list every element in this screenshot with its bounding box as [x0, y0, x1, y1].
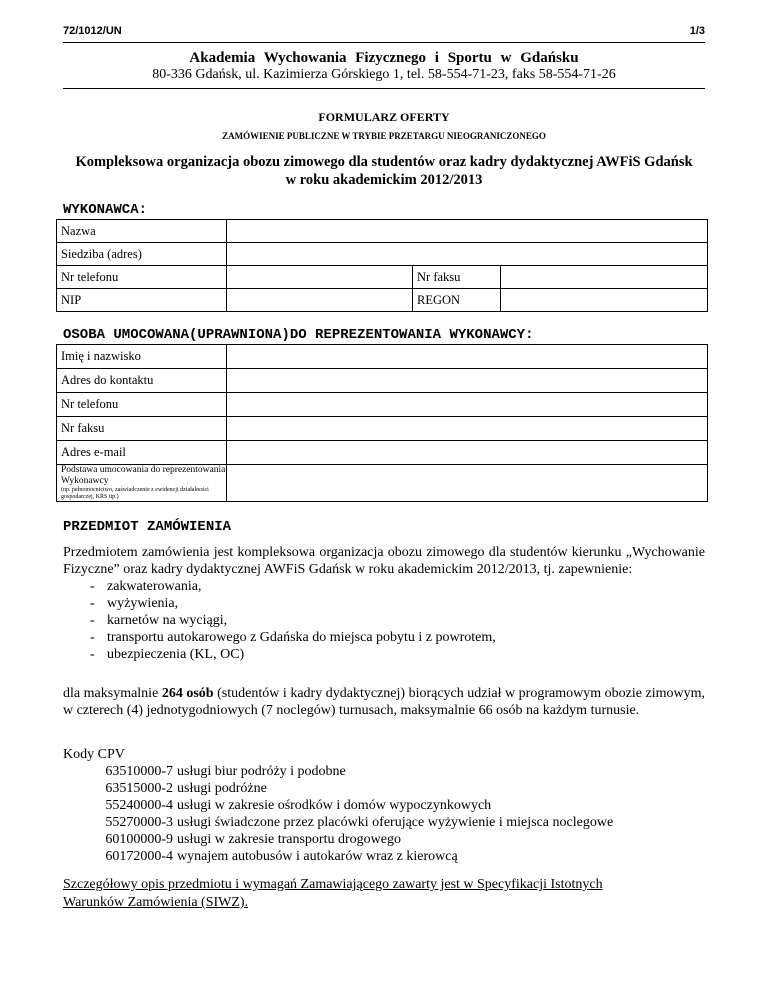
scope-list [63, 578, 705, 663]
form-title: FORMULARZ OFERTY [318, 110, 450, 124]
scope-item: - transportu autokarowego z Gdańska do miejsca pobytu i z powrotem, [63, 629, 705, 646]
rep-name-field[interactable] [227, 345, 708, 369]
cpv-section [63, 746, 705, 865]
contractor-phone-field[interactable] [227, 266, 413, 289]
scope-item: - wyżywienia, [63, 595, 705, 612]
capacity-paragraph: dla maksymalnie 264 osób (studentów i kadry dydaktycznej) biorących udział w programowym obozie zimowym, w czterech (4) jednotygodniowych (7 noclegów) turnusach, maksymalnie 66 osób na każdym turnusie. [63, 686, 705, 718]
cpv-row: 63510000-7 usługi biur podróży i podobne [105, 764, 346, 779]
cpv-row: 55240000-4 usługi w zakresie ośrodków i domów wypoczynkowych [105, 798, 492, 813]
cpv-heading: Kody CPV [63, 747, 125, 762]
contractor-name-label: Nazwa [57, 220, 227, 243]
contractor-nip-label: NIP [57, 289, 227, 312]
contractor-table [56, 219, 708, 312]
contractor-heading: WYKONAWCA: [63, 202, 148, 218]
rep-basis-note: (np. pełnomocnictwo, zaświadczenie z ewidencji działalności gospodarczej, KRS itp.) [61, 487, 209, 500]
rep-basis-label: Podstawa umocowania do reprezentowania Wykonawcy [61, 465, 226, 486]
rep-fax-label: Nr faksu [57, 417, 227, 441]
institution-address: 80-336 Gdańsk, ul. Kazimierza Górskiego 1, tel. 58-554-71-23, faks 58-554-71-26 [152, 67, 616, 82]
scope-item: - zakwaterowania, [63, 578, 705, 595]
subject-body [63, 544, 705, 663]
contractor-phone-label: Nr telefonu [57, 266, 227, 289]
document-reference: 72/1012/UN [63, 25, 122, 37]
institution-name: Akademia Wychowania Fizycznego i Sportu w Gdańsku [189, 50, 579, 66]
procurement-subject [0, 153, 768, 189]
rep-email-field[interactable] [227, 441, 708, 465]
cpv-row: 60100000-9 usługi w zakresie transportu drogowego [105, 832, 401, 847]
contractor-regon-label: REGON [413, 289, 501, 312]
subject-heading: PRZEDMIOT ZAMÓWIENIA [63, 519, 232, 535]
scope-item: - karnetów na wyciągi, [63, 612, 705, 629]
subject-line-1: Kompleksowa organizacja obozu zimowego dla studentów oraz kadry dydaktycznej AWFiS Gdańsk [75, 154, 693, 170]
subject-intro: Przedmiotem zamówienia jest kompleksowa organizacja obozu zimowego dla studentów kierunku „Wychowanie Fizyczne” oraz kadry dydaktycznej AWFiS Gdańsk w roku akademickim 2012/2013, tj. zapewnienie: [63, 545, 705, 577]
capacity-count: 264 osób [161, 686, 214, 701]
contractor-name-field[interactable] [227, 220, 708, 243]
form-subtitle: ZAMÓWIENIE PUBLICZNE W TRYBIE PRZETARGU NIEOGRANICZONEGO [222, 131, 546, 141]
contractor-seat-label: Siedziba (adres) [57, 243, 227, 266]
contractor-nip-field[interactable] [227, 289, 413, 312]
rep-address-field[interactable] [227, 369, 708, 393]
cpv-row: 63515000-2 usługi podróżne [105, 781, 267, 796]
representative-heading: OSOBA UMOCOWANA(UPRAWNIONA)DO REPREZENTOWANIA WYKONAWCY: [63, 327, 534, 343]
header-divider [63, 42, 705, 43]
siwz-reference: Szczegółowy opis przedmiotu i wymagań Zamawiającego zawarty jest w Specyfikacji Istotnych Warunków Zamówienia (SIWZ). [63, 877, 603, 910]
rep-name-label: Imię i nazwisko [57, 345, 227, 369]
rep-email-label: Adres e-mail [57, 441, 227, 465]
contractor-fax-field[interactable] [501, 266, 708, 289]
contractor-seat-field[interactable] [227, 243, 708, 266]
scope-item: - ubezpieczenia (KL, OC) [63, 646, 705, 663]
institution-divider [63, 88, 705, 89]
rep-address-label: Adres do kontaktu [57, 369, 227, 393]
page-number: 1/3 [689, 25, 705, 37]
rep-basis-cell [57, 465, 227, 502]
cpv-row: 55270000-3 usługi świadczone przez placówki oferujące wyżywienie i miejsca noclegowe [105, 815, 614, 830]
rep-phone-label: Nr telefonu [57, 393, 227, 417]
rep-fax-field[interactable] [227, 417, 708, 441]
rep-basis-field[interactable] [227, 465, 708, 502]
contractor-fax-label: Nr faksu [413, 266, 501, 289]
cpv-row: 60172000-4 wynajem autobusów i autokarów wraz z kierowcą [105, 849, 458, 864]
subject-line-2: w roku akademickim 2012/2013 [285, 172, 483, 188]
rep-phone-field[interactable] [227, 393, 708, 417]
contractor-regon-field[interactable] [501, 289, 708, 312]
representative-table [56, 344, 708, 502]
